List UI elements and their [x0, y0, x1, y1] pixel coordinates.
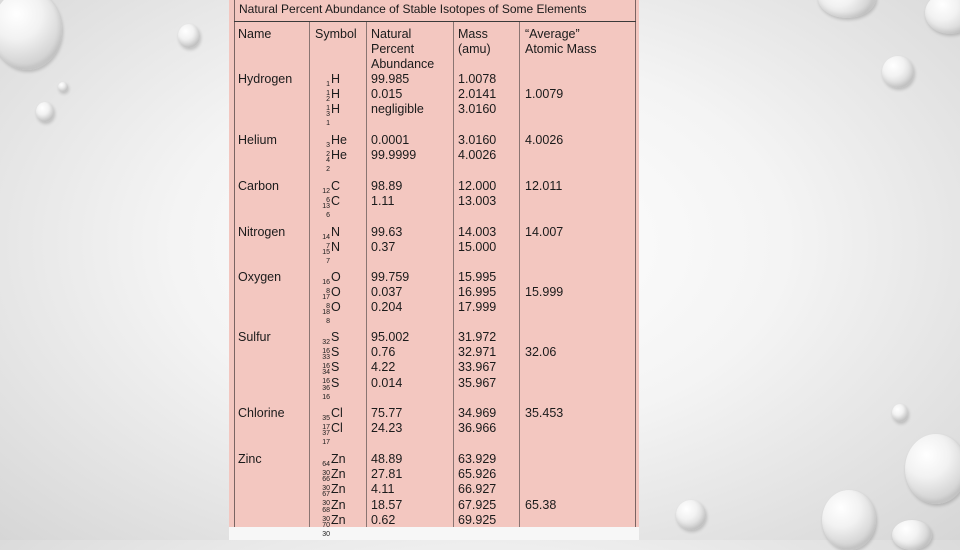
mass-number: 32: [322, 339, 330, 346]
abundance-value: 99.759: [371, 270, 410, 284]
isotope-symbol: [315, 133, 347, 158]
mass-value: 17.999: [458, 300, 497, 315]
header-symbol: Symbol: [315, 27, 357, 41]
atomic-number: 2: [326, 166, 330, 174]
element-symbol: Zn: [331, 452, 346, 466]
abundance-value: 0.37: [371, 240, 396, 255]
header-abundance: [371, 27, 434, 72]
atomic-number: 30: [322, 515, 330, 523]
header-abundance-line: Natural: [371, 27, 412, 41]
isotope-symbol: [315, 345, 340, 371]
isotope-symbol: [315, 375, 340, 401]
element-symbol: O: [331, 300, 341, 315]
mass-number: 66: [322, 476, 330, 484]
element-symbol: S: [331, 375, 340, 390]
abundance-value: 98.89: [371, 179, 403, 193]
atomic-number: 6: [326, 212, 330, 220]
element-symbol: N: [331, 225, 341, 239]
mass-value: 69.925: [458, 512, 497, 527]
element-symbol: N: [331, 240, 341, 255]
water-drop-decoration: [818, 0, 876, 18]
image-bottom-strip: [229, 527, 639, 540]
atomic-number: 7: [326, 243, 330, 250]
water-drop-decoration: [882, 56, 914, 88]
atomic-number: 1: [326, 120, 330, 128]
atomic-number: 16: [322, 348, 330, 355]
isotope-symbol: [315, 72, 341, 97]
element-name: Sulfur: [238, 330, 271, 344]
header-average-line: “Average”: [525, 27, 580, 41]
average-atomic-mass: 15.999: [525, 285, 564, 300]
element-symbol: O: [331, 270, 341, 284]
atomic-number: 30: [322, 500, 330, 508]
isotope-symbol: [315, 512, 346, 538]
header-mass-line: Mass: [458, 27, 488, 41]
mass-value: 32.971: [458, 345, 497, 360]
mass-number: 33: [322, 354, 330, 362]
mass-value: 63.929: [458, 452, 497, 466]
header-abundance-line: Abundance: [371, 57, 435, 71]
element-symbol: H: [331, 102, 341, 117]
header-mass: [458, 27, 491, 57]
water-drop-decoration: [905, 434, 960, 504]
element-symbol: S: [331, 345, 340, 360]
isotope-symbol: [315, 406, 343, 431]
atomic-number: 30: [322, 485, 330, 493]
isotope-symbol: [315, 225, 341, 250]
abundance-value: 27.81: [371, 467, 403, 482]
mass-number: 12: [322, 188, 330, 195]
atomic-number: 7: [326, 258, 330, 266]
abundance-value: 99.63: [371, 225, 403, 239]
element-symbol: He: [331, 148, 347, 163]
table-title: Natural Percent Abundance of Stable Isotopes of Some Elements: [234, 0, 636, 22]
mass-value: 65.926: [458, 467, 497, 482]
header-name: Name: [238, 27, 272, 41]
abundance-value: 0.015: [371, 87, 403, 102]
water-drop-decoration: [892, 520, 932, 550]
average-atomic-mass: 4.0026: [525, 133, 564, 147]
element-symbol: C: [331, 194, 341, 209]
abundance-value: 99.9999: [371, 148, 417, 163]
water-drop-decoration: [58, 82, 68, 92]
atomic-number: 16: [322, 363, 330, 371]
mass-number: 3: [326, 142, 330, 149]
abundance-value: 0.204: [371, 300, 403, 315]
abundance-value: 1.11: [371, 194, 395, 209]
mass-number: 70: [322, 521, 330, 529]
isotope-table-image: [229, 0, 639, 540]
mass-number: 68: [322, 506, 330, 514]
mass-value: 4.0026: [458, 148, 497, 163]
mass-number: 35: [322, 415, 330, 422]
water-drop-decoration: [36, 102, 54, 122]
mass-value: 1.0078: [458, 72, 497, 86]
mass-number: 15: [322, 249, 330, 257]
atomic-number: 17: [322, 424, 330, 431]
mass-value: 67.925: [458, 497, 497, 512]
mass-value: 3.0160: [458, 102, 497, 117]
element-symbol: Zn: [331, 497, 346, 512]
element-symbol: Zn: [331, 482, 346, 497]
abundance-value: 95.002: [371, 330, 410, 344]
isotope-symbol: [315, 467, 346, 493]
element-symbol: C: [331, 179, 341, 193]
abundance-value: 99.985: [371, 72, 410, 86]
isotope-symbol: [315, 497, 346, 523]
mass-number: 14: [322, 234, 330, 241]
mass-number: 16: [322, 279, 330, 286]
element-name: Chlorine: [238, 406, 285, 420]
atomic-number: 8: [326, 288, 330, 295]
abundance-value: negligible: [371, 102, 424, 117]
mass-value: 2.0141: [458, 87, 497, 102]
mass-value: 13.003: [458, 194, 497, 209]
element-symbol: H: [331, 72, 341, 86]
element-symbol: Cl: [331, 406, 343, 420]
element-name: Carbon: [238, 179, 279, 193]
isotope-symbol: [315, 285, 341, 311]
abundance-value: 4.11: [371, 482, 395, 497]
element-name: Nitrogen: [238, 225, 286, 239]
mass-value: 14.003: [458, 225, 497, 239]
mass-value: 36.966: [458, 421, 497, 436]
element-symbol: O: [331, 285, 341, 300]
mass-value: 15.000: [458, 240, 497, 255]
mass-number: 1: [326, 81, 330, 88]
table-frame: [234, 0, 636, 527]
isotope-symbol: [315, 102, 341, 128]
column-divider: [366, 22, 367, 527]
water-drop-decoration: [0, 0, 62, 70]
mass-number: 3: [326, 111, 330, 119]
isotope-symbol: [315, 270, 341, 295]
atomic-number: 8: [326, 318, 330, 326]
element-symbol: H: [331, 87, 341, 102]
water-drop-decoration: [676, 500, 706, 530]
mass-number: 37: [322, 430, 330, 438]
isotope-symbol: [315, 87, 341, 113]
average-atomic-mass: 1.0079: [525, 87, 564, 102]
abundance-value: 18.57: [371, 497, 403, 512]
mass-value: 34.969: [458, 406, 497, 420]
column-divider: [519, 22, 520, 527]
atomic-number: 17: [322, 439, 330, 447]
mass-value: 15.995: [458, 270, 497, 284]
element-symbol: Zn: [331, 467, 346, 482]
water-drop-decoration: [822, 490, 876, 550]
water-drop-decoration: [178, 24, 200, 48]
mass-number: 2: [326, 96, 330, 104]
mass-number: 34: [322, 369, 330, 377]
mass-number: 67: [322, 491, 330, 499]
abundance-value: 0.037: [371, 285, 403, 300]
water-drop-decoration: [892, 404, 908, 422]
mass-number: 4: [326, 157, 330, 165]
abundance-value: 0.76: [371, 345, 396, 360]
isotope-symbol: [315, 421, 343, 447]
mass-number: 18: [322, 309, 330, 317]
mass-value: 31.972: [458, 330, 497, 344]
column-divider: [453, 22, 454, 527]
isotope-symbol: [315, 240, 341, 266]
isotope-symbol: [315, 300, 341, 326]
isotope-symbol: [315, 482, 346, 508]
mass-value: 35.967: [458, 375, 497, 390]
column-divider: [309, 22, 310, 527]
mass-value: 12.000: [458, 179, 497, 193]
mass-number: 13: [322, 203, 330, 211]
atomic-number: 16: [322, 378, 330, 386]
water-drop-decoration: [925, 0, 960, 34]
mass-number: 64: [322, 461, 330, 468]
element-symbol: He: [331, 133, 347, 147]
atomic-number: 30: [322, 530, 330, 538]
element-name: Hydrogen: [238, 72, 293, 86]
mass-value: 66.927: [458, 482, 497, 497]
atomic-number: 1: [326, 90, 330, 97]
atomic-number: 2: [326, 151, 330, 158]
mass-value: 16.995: [458, 285, 497, 300]
average-atomic-mass: 14.007: [525, 225, 564, 239]
header-mass-line: (amu): [458, 42, 491, 56]
abundance-value: 48.89: [371, 452, 403, 466]
isotope-symbol: [315, 148, 347, 174]
abundance-value: 0.62: [371, 512, 396, 527]
element-symbol: S: [331, 360, 340, 375]
isotope-symbol: [315, 179, 341, 204]
atomic-number: 8: [326, 303, 330, 311]
element-symbol: Cl: [331, 421, 343, 436]
average-atomic-mass: 12.011: [525, 179, 563, 193]
isotope-symbol: [315, 330, 340, 355]
abundance-value: 0.0001: [371, 133, 410, 147]
header-average: [525, 27, 597, 57]
element-name: Helium: [238, 133, 277, 147]
average-atomic-mass: 32.06: [525, 345, 557, 360]
isotope-symbol: [315, 452, 346, 477]
isotope-symbol: [315, 194, 341, 220]
atomic-number: 30: [322, 470, 330, 477]
element-symbol: Zn: [331, 512, 346, 527]
atomic-number: 1: [326, 105, 330, 113]
element-name: Zinc: [238, 452, 262, 466]
element-name: Oxygen: [238, 270, 282, 284]
mass-value: 3.0160: [458, 133, 497, 147]
atomic-number: 6: [326, 197, 330, 204]
mass-value: 33.967: [458, 360, 497, 375]
isotope-symbol: [315, 360, 340, 386]
atomic-number: 16: [322, 393, 330, 401]
abundance-value: 24.23: [371, 421, 403, 436]
header-abundance-line: Percent: [371, 42, 415, 56]
abundance-value: 0.014: [371, 375, 403, 390]
average-atomic-mass: 35.453: [525, 406, 564, 420]
element-symbol: S: [331, 330, 340, 344]
abundance-value: 75.77: [371, 406, 403, 420]
mass-number: 36: [322, 384, 330, 392]
average-atomic-mass: 65.38: [525, 497, 557, 512]
abundance-value: 4.22: [371, 360, 396, 375]
mass-number: 17: [322, 294, 330, 302]
header-average-line: Atomic Mass: [525, 42, 597, 56]
